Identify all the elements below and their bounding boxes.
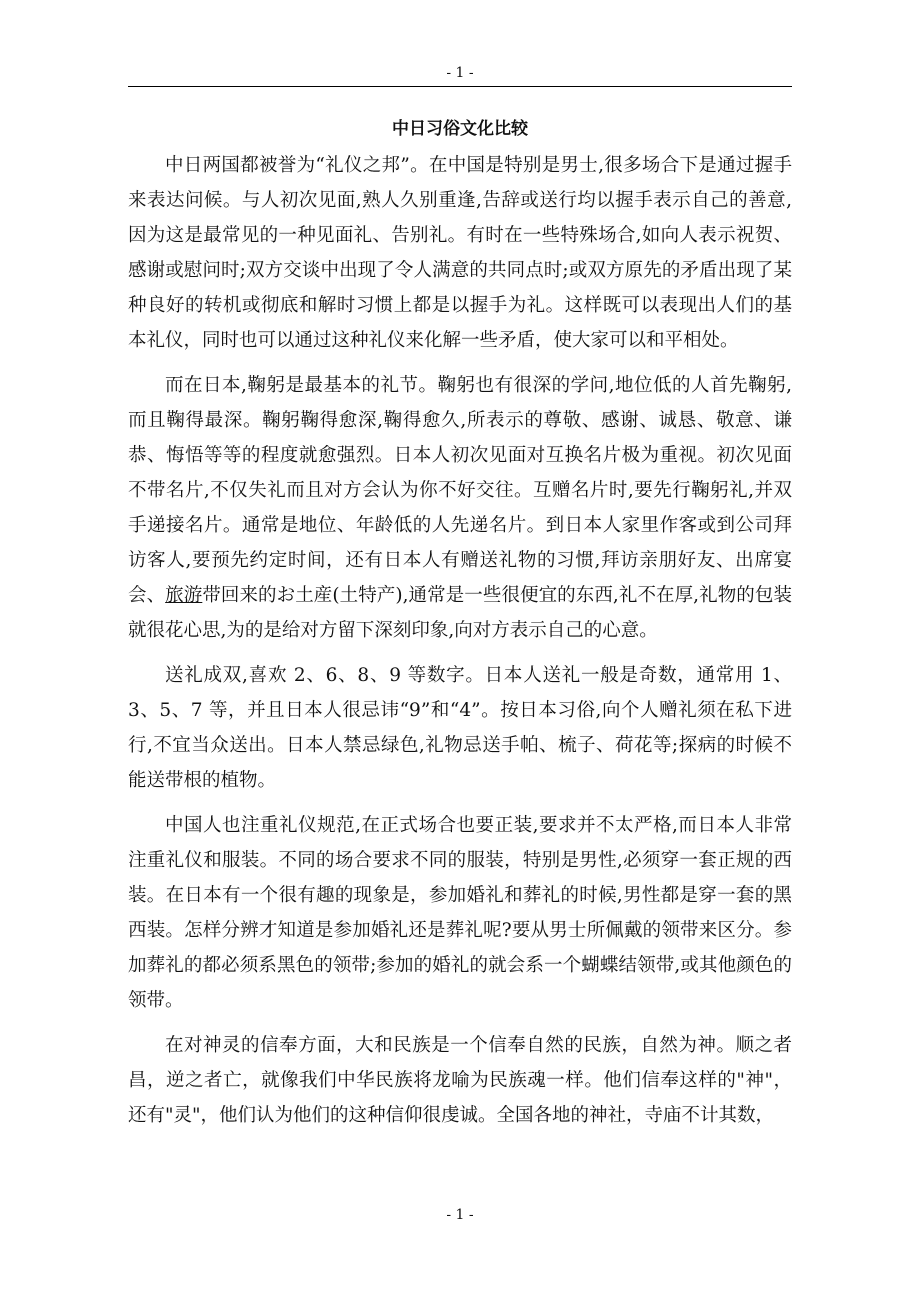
paragraph-greeting-handshake: 中日两国都被誉为“礼仪之邦”。在中国是特别是男士,很多场合下是通过握手来表达问候。与人初次见面,熟人久别重逢,告辞或送行均以握手表示自己的善意,因为这是最常见的一种见面礼、告别礼。有时在一些特殊场合,如向人表示祝贺、感谢或慰问时;双方交谈中出现了令人满意的共同点时;或双方原先的矛盾出现了某种良好的转机或彻底和解时习惯上都是以握手为礼。这样既可以表现出人们的基本礼仪，同时也可以通过这种礼仪来化解一些矛盾，使大家可以和平相处。 [128,155,792,351]
paragraph-japanese-bowing [128,368,792,648]
document-body [128,114,792,1143]
paragraph-gift-numbers: 送礼成双,喜欢 2、6、8、9 等数字。日本人送礼一般是奇数，通常用 1、3、5、7 等，并且日本人很忌讳“9”和“4”。按日本习俗,向个人赠礼须在私下进行,不宜当众送出。日本人禁忌绿色,礼物忌送手帕、梳子、荷花等;探病的时候不能送带根的植物。 [128,665,792,791]
page-header-number: - 1 - [446,65,474,81]
document-title: 中日习俗文化比较 [392,119,528,139]
paragraph-dress-code: 中国人也注重礼仪规范,在正式场合也要正装,要求并不太严格,而日本人非常注重礼仪和服装。不同的场合要求不同的服装，特别是男性,必须穿一套正规的西装。在日本有一个很有趣的现象是，参加婚礼和葬礼的时候,男性都是穿一套的黑西装。怎样分辨才知道是参加婚礼还是葬礼呢?要从男士所佩戴的领带来区分。参加葬礼的都必须系黑色的领带;参加的婚礼的就会系一个蝴蝶结领带,或其他颜色的领带。 [128,815,792,1011]
page-footer-number: - 1 - [446,1207,474,1223]
travel-link[interactable]: 旅游 [165,585,203,606]
paragraph-religious-belief: 在对神灵的信奉方面，大和民族是一个信奉自然的民族，自然为神。顺之者昌，逆之者亡，就像我们中华民族将龙喻为民族魂一样。他们信奉这样的"神"，还有"灵"，他们认为他们的这种信仰很虔诚。全国各地的神社，寺庙不计其数， [128,1035,792,1126]
header-rule [128,86,792,87]
paragraph-text-before-link: 而在日本,鞠躬是最基本的礼节。鞠躬也有很深的学问,地位低的人首先鞠躬,而且鞠得最深。鞠躬鞠得愈深,鞠得愈久,所表示的尊敬、感谢、诚恳、敬意、谦恭、悔悟等等的程度就愈强烈。日本人初次见面对互换名片极为重视。初次见面不带名片,不仅失礼而且对方会认为你不好交往。互赠名片时,要先行鞠躬礼,并双手递接名片。通常是地位、年龄低的人先递名片。到日本人家里作客或到公司拜访客人,要预先约定时间，还有日本人有赠送礼物的习惯,拜访亲朋好友、出席宴会、 [128,375,792,606]
paragraph-text-after-link: 带回来的お土産(土特产),通常是一些很便宜的东西,礼不在厚,礼物的包装就很花心思,为的是给对方留下深刻印象,向对方表示自己的心意。 [128,585,792,641]
